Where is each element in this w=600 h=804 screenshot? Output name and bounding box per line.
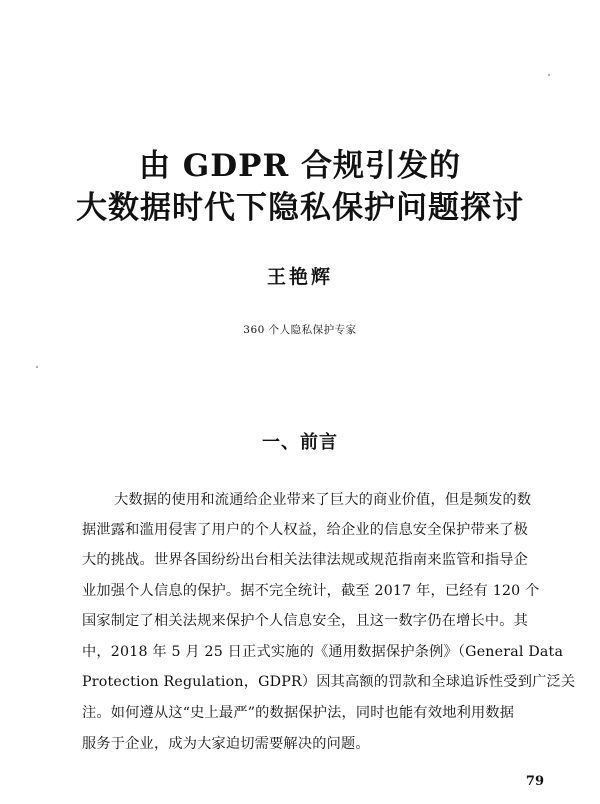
scan-speck bbox=[548, 74, 550, 76]
article-title-line-1: 由 GDPR 合规引发的 bbox=[138, 148, 461, 184]
paragraph-line: 据泄露和滥用侵害了用户的个人权益，给企业的信息安全保护带来了极 bbox=[82, 522, 529, 538]
paragraph-line: 大的挑战。世界各国纷纷出台相关法律法规或规范指南来监管和指导企 bbox=[82, 552, 529, 568]
author-name: 王艳辉 bbox=[266, 266, 333, 288]
paragraph-line: 国家制定了相关法规来保护个人信息安全，且这一数字仍在增长中。其 bbox=[82, 613, 529, 629]
article-title-line-2: 大数据时代下隐私保护问题探讨 bbox=[76, 190, 524, 226]
scan-speck bbox=[36, 366, 38, 368]
paragraph-line: 注。如何遵从这“史上最严”的数据保护法，同时也能有效地利用数据 bbox=[82, 705, 515, 721]
section-heading: 一、前言 bbox=[262, 432, 338, 453]
author-affiliation: 360 个人隐私保护专家 bbox=[243, 324, 357, 336]
paragraph-line: 中，2018 年 5 月 25 日正式实施的《通用数据保护条例》（General Data bbox=[82, 644, 564, 660]
paragraph-line: 服务于企业，成为大家迫切需要解决的问题。 bbox=[82, 736, 370, 752]
page-number: 79 bbox=[525, 774, 544, 789]
paragraph-line: 业加强个人信息的保护。据不完全统计，截至 2017 年，已经有 120 个 bbox=[82, 583, 540, 599]
paragraph-line: Protection Regulation，GDPR）因其高额的罚款和全球追诉性受到广泛关 bbox=[82, 674, 576, 690]
paragraph-line: 大数据的使用和流通给企业带来了巨大的商业价值，但是频发的数 bbox=[114, 492, 532, 508]
